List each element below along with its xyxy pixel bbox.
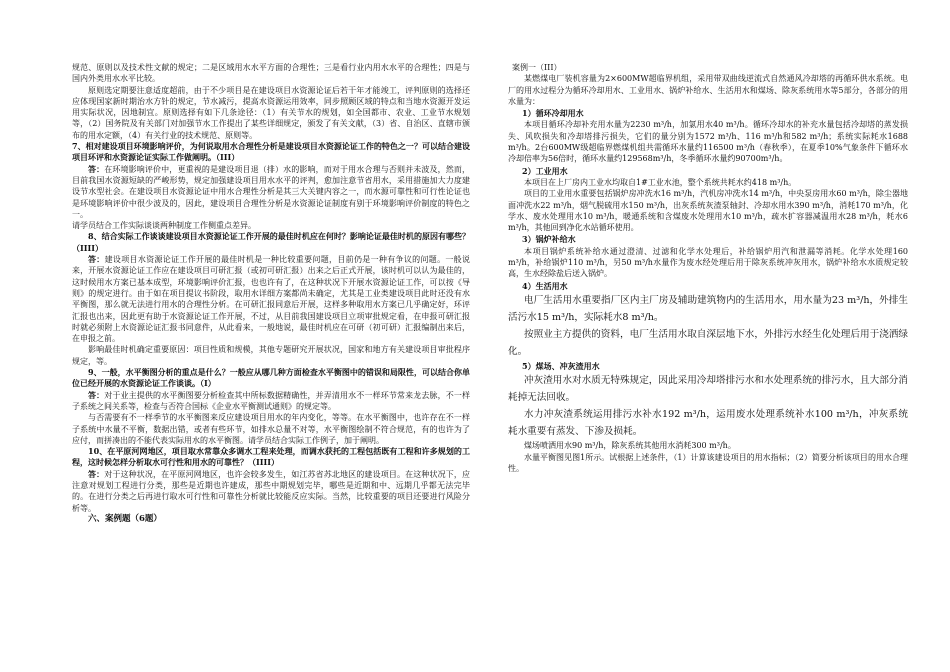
- paragraph-r6: [508, 177, 908, 188]
- paragraph-text: 煤场喷洒用水90 m³/h，除灰系统其他用水消耗300 m³/h。: [524, 441, 736, 451]
- paragraph-l4: [72, 164, 470, 220]
- paragraph-text: 答：: [88, 468, 105, 479]
- paragraph-text: 六、案例题（6题）: [88, 513, 162, 524]
- paragraph-text: 原则选定期要注意适度超前，由于不少项目是在建设项目水资源论证后若干年才能竣工，评判原则的选择还应体现国家新时期治水方针的规定，节水减污，提高水资源运用效率，同步照顾区域的特点和当地水资源开发运用实际状况，因地制宜。原则选择有如下几条途径：（1）有关节水的规划，如全国都市、农业、工业节水规划等，（2）国务院及有关部门对加强节水工作提出了某些详细规定，颁发了有关文献，（3）省、自治区、直辖市颁布的用水定额，（4）有关行业的技术规范、原则等。: [72, 85, 470, 140]
- paragraph-r14: [508, 372, 908, 406]
- right-column: [508, 62, 908, 474]
- paragraph-r4: [508, 119, 908, 164]
- paragraph-l9: [72, 367, 470, 390]
- paragraph-l11: [72, 412, 470, 446]
- paragraph-text: 答：: [88, 163, 105, 174]
- paragraph-text: 4）生活用水: [522, 280, 568, 291]
- paragraph-r2: [508, 73, 908, 107]
- paragraph-r9: [508, 246, 908, 280]
- paragraph-r12: [508, 326, 908, 360]
- paragraph-r13: [508, 361, 908, 372]
- paragraph-text: 5）煤场、冲灰渣用水: [522, 360, 600, 371]
- paragraph-r7: [508, 188, 908, 233]
- paragraph-text: 答：: [88, 389, 105, 400]
- paragraph-r11: [508, 292, 908, 326]
- paragraph-r16: [508, 440, 908, 451]
- left-column: [72, 62, 470, 525]
- paragraph-text: 本项目循环冷却补充用水量为2230 m³/h，加氯用水40 m³/h。循环冷却水的补充水量包括冷却塔的蒸发损失、风吹损失和冷却塔排污损失，它们的量分别为1572 m³/h、116 m³/h和582 m³/h；系统实际耗水1688 m³/h。2台600MW级超临界燃煤机组共需循环水量约116500 m³/h（春秋季），在夏季10%气象条件下循环水冷却倍率为56倍时，循环水量约129568m³/h，冬季循环水量约90700m³/h。: [508, 120, 908, 164]
- paragraph-r3: [508, 108, 908, 119]
- paragraph-text: 9、一般，水平衡图分析的重点是什么？一般应从哪几种方面检查水平衡图中的错误和局限性，可以结合你单位已经开展的水资源论证工作谈谈。（I）: [72, 367, 470, 389]
- paragraph-l3: [72, 141, 470, 164]
- paragraph-l5: [72, 220, 470, 231]
- paragraph-r15: [508, 406, 908, 440]
- paragraph-text: 建设项目水资源论证工作开展的最佳时机是一种比较重要问题，目前仍是一种有争议的问题。一般说来，开展水资源论证工作应在建设项目可研汇报（或初可研汇报）出来之后正式开展，该时机可以认为最佳的，这时候用水方案已基本成型，环境影响评价汇报，也也许有了，在这种状况下开展水资源论证工作，可以按《导则》的规定进行。由于如在项目提议书阶段，取用水详细方案都尚未确定，尤其是工业类建设项目此时还没有水平衡图，那么就无法进行用水的合理性分析。在可研汇报同意后开展，这样多种取用水方案已几乎确定好，环评汇报也出来，因此更有助于水资源论证工作开展，不过，从目前我国建设项目立项审批规定看，在申报可研汇报时就必须附上水资源论证汇报书同意件，从此看来，一般地说，最佳时机应在可研（初可研）汇报编制出来后，在申报之前。: [72, 255, 470, 344]
- paragraph-l13: [72, 469, 470, 514]
- paragraph-text: 对于业主提供的水平衡图要分析检查其中所标数据精确性，并弄清用水不一样环节常来龙去脉，不一样子系统之间关系等，检查与否符合国标《企业水平衡测试通则》的规定等。: [72, 390, 470, 411]
- paragraph-text: 答：: [88, 254, 105, 265]
- paragraph-text: 3）锅炉补给水: [522, 234, 576, 245]
- paragraph-r10: [508, 281, 908, 292]
- paragraph-l10: [72, 390, 470, 413]
- paragraph-l2: [72, 85, 470, 141]
- paragraph-r17: [508, 452, 908, 475]
- paragraph-text: 项目的工业用水重要包括锅炉房冲洗水16 m³/h，汽机房冲洗水14 m³/h，中央泵房用水60 m³/h，除尘器地面冲洗水22 m³/h，烟气脱硫用水150 m³/h，出灰系统灰渣泵轴封、冷却水用水390 m³/h，消耗170 m³/h，化学水、废水处理用水10 m³/h，暖通系统和含煤废水处理用水10 m³/h，疏水扩容器减温用水28 m³/h，耗水6 m³/h，其他回到净化水站循环使用。: [508, 189, 908, 233]
- paragraph-r1: [508, 62, 908, 73]
- paragraph-text: 10、在平原河网地区，项目取水常靠众多调水工程来处理，而调水获托的工程包括既有工程和许多规划的工程，这时候怎样分析取水可行性和用水的可靠性？（IIII）: [72, 446, 470, 468]
- paragraph-text: 水力冲灰渣系统运用排污水补水192 m³/h，运用废水处理系统补水100 m³/h，冲灰系统耗水重要有蒸发、下渗及损耗。: [508, 409, 908, 438]
- paragraph-r5: [508, 166, 908, 177]
- paragraph-r8: [508, 234, 908, 245]
- paragraph-text: 7、相对建设项目环境影响评价，为何说取用水合理性分析是建设项目水资源论证工作的特色之一？可以结合建设项目环评和水资源论证实际工作做阐明。（III）: [72, 141, 470, 163]
- paragraph-text: 在环境影响评价中，更重视的是建设项目退（排）水的影响，而对于用水合理与否则并未波及，然而，目前我国水资源短缺的严峻形势，规定加强建设项目用水水平的评判，愈加注意节省用水，采用措施加大力度建设节水型社会。在建设项目水资源论证中用水合理性分析是其三大关键内容之一，而水源可靠性和可行性论证也是环境影响评价中很少波及的，因此，建设项目合理性分析是水资源论证制度有别于环境影响评价制度的特色之一。: [72, 164, 470, 219]
- paragraph-text: 影响最佳时机确定重要原因：项目性质和规模，其他专题研究开展状况，国家和地方有关建设项目审批程序规定，等。: [72, 345, 470, 366]
- paragraph-text: 按照业主方提供的资料，电厂生活用水取自深层地下水，外排污水经生化处理后用于浇洒绿化。: [508, 328, 908, 357]
- paragraph-l14: [72, 514, 470, 526]
- paragraph-text: 1）循环冷却用水: [522, 108, 584, 119]
- paragraph-text: 电厂生活用水重要指厂区内主厂房及辅助建筑物内的生活用水，用水量为23 m³/h，外排生活污水15 m³/h，实际耗水8 m³/h。: [508, 294, 908, 323]
- paragraph-text: 本项目在上厂房内工业水均取自1#工业水池，整个系统共耗水约418 m³/h。: [524, 177, 797, 187]
- paragraph-text: 对于这种状况，在平原河网地区，也许会较多发生，如江苏省苏北地区的建设项目。在这种状况下，应注意对规划工程进行分类，那些是近期也许建成，那些中期规划完毕，哪些是近期和中、远期几乎都无法完毕的。在进行分类之后再进行取水可行性和可靠性分析就比较能反应实际。当然，比较重要的项目还要进行风险分析等。: [72, 469, 470, 513]
- paragraph-l7: [72, 254, 470, 344]
- paragraph-text: 2）工业用水: [522, 165, 568, 176]
- paragraph-text: 本项目锅炉系统补给水通过澄清、过滤和化学水处理后，补给锅炉用汽和泄漏等消耗。化学水处理160 m³/h，补给锅炉110 m³/h，另50 m³/h水量作为废水经处理后用于除灰系统冲灰用水，锅炉补给水水质规定较高，生水经除盐后送入锅炉。: [508, 246, 908, 279]
- paragraph-text: 8、结合实际工作谈谈建设项目水资源论证工作开展的最佳时机应在何时？影响论证最佳时机的原因有哪些？（IIII）: [72, 231, 470, 253]
- paragraph-text: 案例一（III）: [512, 63, 562, 72]
- paragraph-text: 某燃煤电厂装机容量为2×600MW超临界机组，采用带双曲线逆流式自然通风冷却塔的再循环供水系统。电厂的用水过程分为循环冷却用水、工业用水、锅炉补给水、生活用水和煤场、除灰系统用水等5部分，各部分的用水量为：: [508, 74, 908, 106]
- paragraph-text: 请学员结合工作实际谈谈两种制度工作侧重点差异。: [72, 221, 256, 231]
- paragraph-l6: [72, 231, 470, 254]
- paragraph-text: 水量平衡图见图1所示。试根据上述条件，（1）计算该建设项目的用水指标；（2）简要分析该项目的用水合理性。: [508, 452, 908, 473]
- paragraph-l1: [72, 62, 470, 85]
- paragraph-l12: [72, 446, 470, 469]
- paragraph-text: 冲灰渣用水对水质无特殊规定，因此采用冷却塔排污水和水处理系统的排污水，且大部分消耗掉无法回收。: [508, 375, 908, 404]
- paragraph-text: 与否需要有不一样季节的水平衡图来反应建设项目用水的年内变化，等等。在水平衡图中，也许存在不一样子系统中水量不平衡，数据出错，或者有些环节，如排水总量不对等，水平衡图绘制不符合规范，有的也许为了应付，而拼凑出的不能代表实际用水的水平衡图。请学员结合实际工作例子，加于阐明。: [72, 413, 470, 445]
- paragraph-l8: [72, 344, 470, 367]
- paragraph-text: 规范、原则以及技术性文献的规定；二是区域用水水平方面的合理性；三是看行业内用水水平的合理性；四是与国内外类用水水平比较。: [72, 63, 470, 84]
